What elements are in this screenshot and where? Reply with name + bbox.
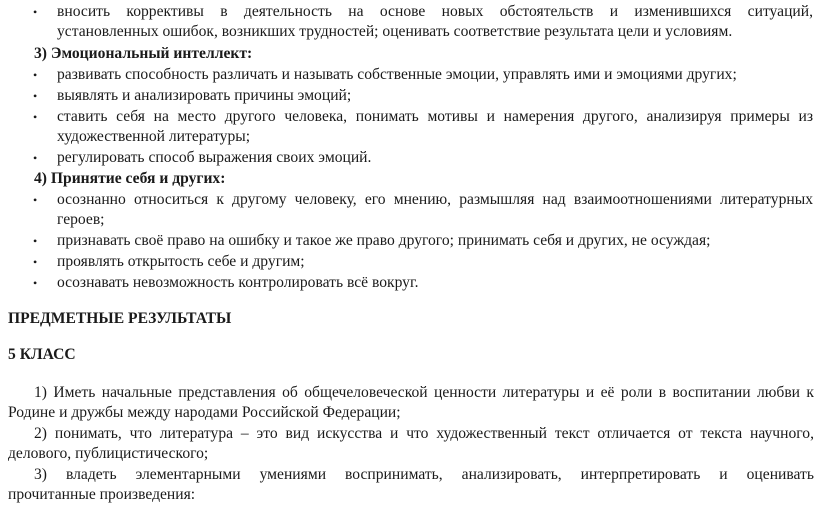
bullet-icon: • xyxy=(33,68,38,82)
heading-emotional-intelligence: 3) Эмоциональный интеллект: xyxy=(34,45,253,62)
bullet-icon: • xyxy=(33,193,38,207)
section-title: ПРЕДМЕТНЫЕ РЕЗУЛЬТАТЫ xyxy=(8,310,232,327)
list-item: осознавать невозможность контролировать всё вокруг. xyxy=(57,274,419,291)
list-item: регулировать способ выражения своих эмоций. xyxy=(57,149,372,166)
result-paragraph: 1) Иметь начальные представления об общечеловеческой ценности литературы и её роли в воспитании любви к xyxy=(34,384,814,401)
list-item: выявлять и анализировать причины эмоций; xyxy=(57,87,352,104)
bullet-icon: • xyxy=(33,5,38,19)
bullet-icon: • xyxy=(33,234,38,248)
result-paragraph-continuation: делового, публицистического; xyxy=(8,445,209,462)
list-item-continuation: установленных ошибок, возникших трудностей; оценивать соответствие результата цели и условиям. xyxy=(57,23,733,40)
list-item: вносить коррективы в деятельность на основе новых обстоятельств и изменившихся ситуаций, xyxy=(57,3,813,20)
list-item: признавать своё право на ошибку и такое же право другого; принимать себя и других, не осуждая; xyxy=(57,232,711,249)
bullet-icon: • xyxy=(33,110,38,124)
result-paragraph-continuation: Родине и дружбы между народами Российской Федерации; xyxy=(8,404,401,421)
list-item: проявлять открытость себе и другим; xyxy=(57,253,305,270)
bullet-icon: • xyxy=(33,89,38,103)
grade-title: 5 КЛАСС xyxy=(8,346,76,363)
result-paragraph: 3) владеть элементарными умениями воспринимать, анализировать, интерпретировать и оценивать xyxy=(34,466,814,483)
bullet-icon: • xyxy=(33,276,38,290)
result-paragraph: 2) понимать, что литература – это вид искусства и что художественный текст отличается от текста научного, xyxy=(34,425,814,442)
heading-self-acceptance: 4) Принятие себя и других: xyxy=(34,170,226,187)
list-item: ставить себя на место другого человека, понимать мотивы и намерения другого, анализируя примеры из xyxy=(57,108,813,125)
result-paragraph-continuation: прочитанные произведения: xyxy=(8,486,196,503)
bullet-icon: • xyxy=(33,151,38,165)
list-item-continuation: героев; xyxy=(57,211,105,228)
list-item: осознанно относиться к другому человеку, его мнению, размышляя над взаимоотношениями литературных xyxy=(57,191,813,208)
bullet-icon: • xyxy=(33,255,38,269)
list-item: развивать способность различать и называть собственные эмоции, управлять ими и эмоциями других; xyxy=(57,66,737,83)
list-item-continuation: художественной литературы; xyxy=(57,128,251,145)
